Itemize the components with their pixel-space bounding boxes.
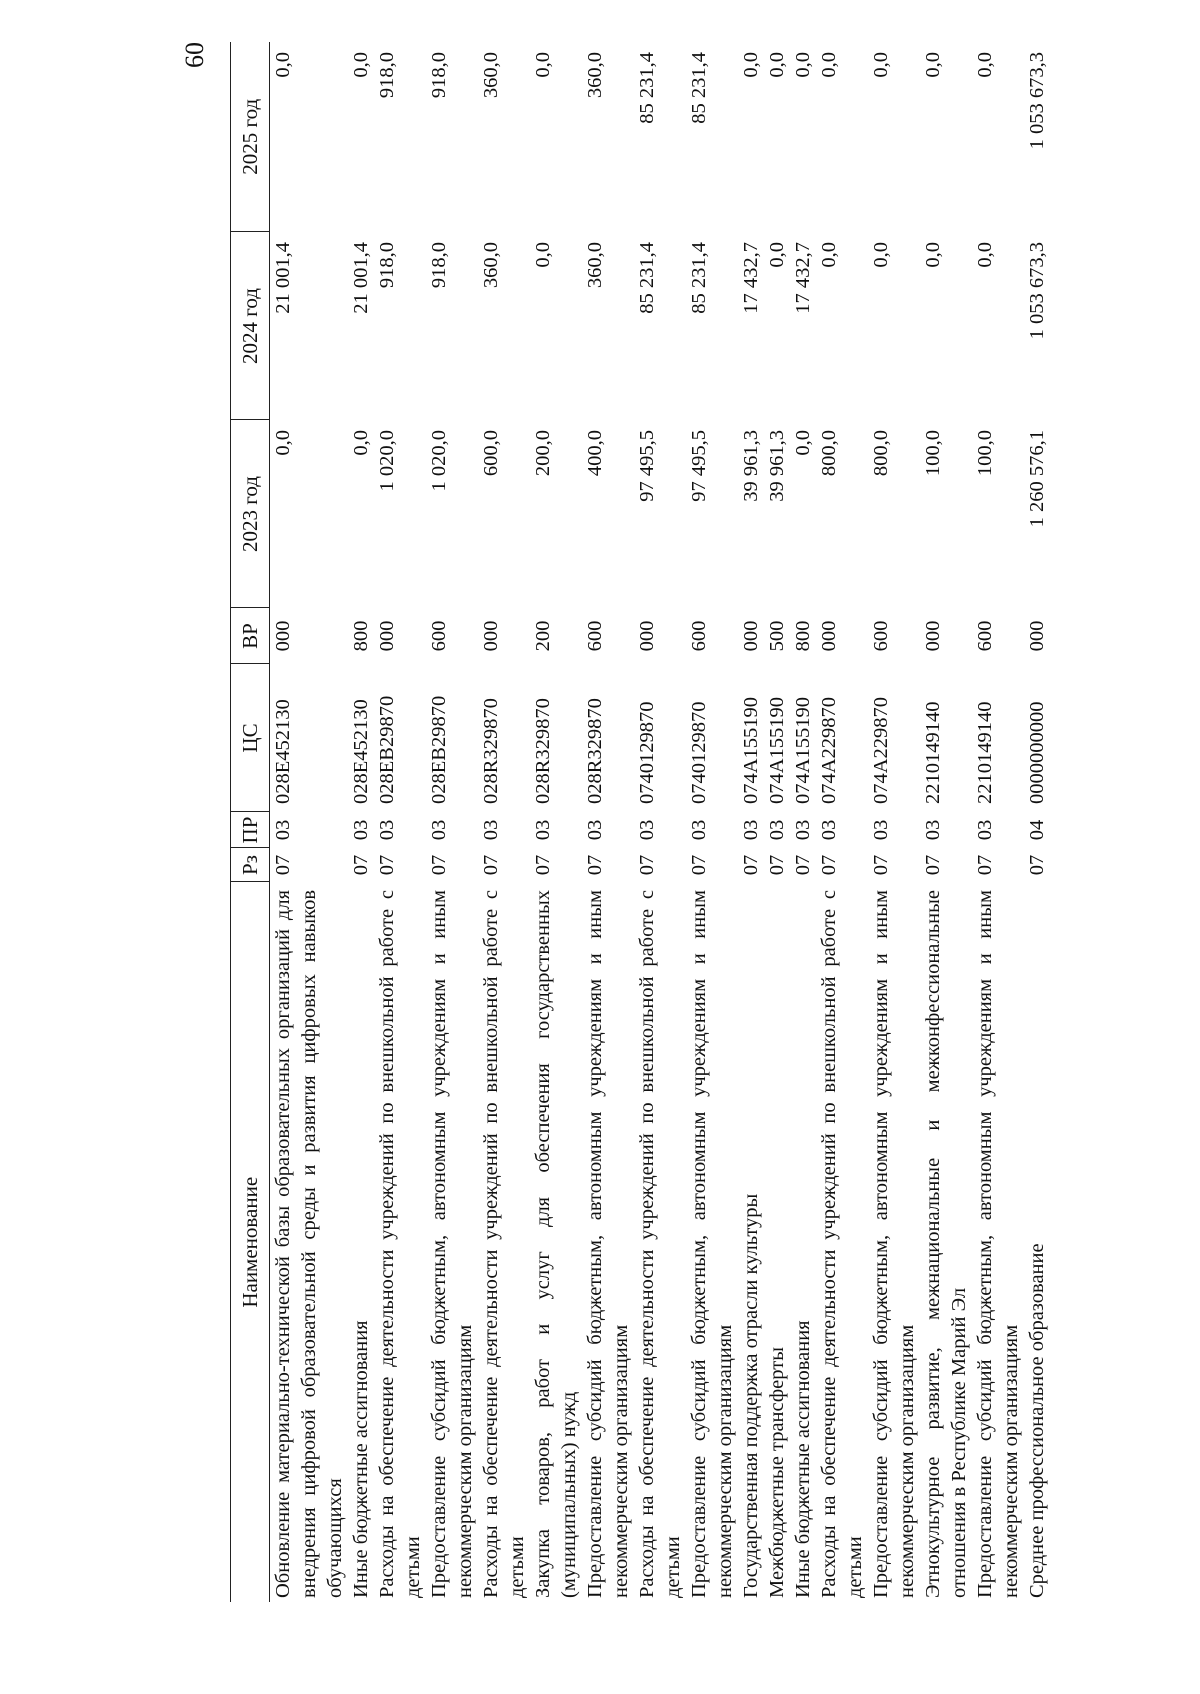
row-rz: 07 — [818, 854, 840, 876]
row-value-2024: 918,0 — [428, 242, 450, 289]
row-rz: 07 — [688, 854, 710, 876]
header-rz: Рз — [231, 848, 270, 882]
row-value-2025: 0,0 — [922, 52, 944, 78]
row-vr: 000 — [480, 620, 502, 652]
row-name: Межбюджетные трансферты — [766, 1347, 788, 1598]
table-row — [478, 42, 530, 1602]
row-name: Предоставление субсидий бюджетным, автономным учреждениям и иным некоммерческим организациям — [688, 890, 736, 1598]
row-vr: 000 — [1026, 620, 1048, 652]
row-value-2025: 0,0 — [792, 52, 814, 78]
row-rz: 07 — [272, 854, 294, 876]
header-pr: ПР — [231, 812, 270, 848]
row-pr: 03 — [376, 819, 398, 841]
row-value-2024: 360,0 — [480, 242, 502, 289]
row-name: Обновление материально-технической базы образовательных организаций для внедрения цифровой образовательной среды и развития цифровых навыков обучающихся — [272, 890, 346, 1598]
row-pr: 03 — [740, 819, 762, 841]
row-rz: 07 — [792, 854, 814, 876]
row-vr: 200 — [532, 620, 554, 652]
table-row — [764, 42, 790, 1602]
row-vr: 000 — [740, 620, 762, 652]
row-value-2023: 1 020,0 — [428, 430, 450, 492]
row-pr: 03 — [584, 819, 606, 841]
row-cs: 074A155190 — [766, 696, 788, 804]
row-vr: 800 — [792, 620, 814, 652]
row-rz: 07 — [974, 854, 996, 876]
row-vr: 600 — [584, 620, 606, 652]
row-rz: 07 — [1026, 854, 1048, 876]
row-name: Государственная поддержка отрасли культуры — [740, 1193, 762, 1598]
row-cs: 0740129870 — [688, 701, 710, 804]
table-row — [790, 42, 816, 1602]
row-name: Расходы на обеспечение деятельности учреждений по внешкольной работе с детьми — [480, 890, 528, 1598]
row-vr: 500 — [766, 620, 788, 652]
row-rz: 07 — [636, 854, 658, 876]
row-value-2024: 17 432,7 — [792, 242, 814, 314]
row-vr: 800 — [350, 620, 372, 652]
row-pr: 03 — [272, 819, 294, 841]
row-vr: 600 — [974, 620, 996, 652]
row-name: Предоставление субсидий бюджетным, автономным учреждениям и иным некоммерческим организациям — [870, 890, 918, 1598]
row-cs: 074A229870 — [870, 696, 892, 804]
row-rz: 07 — [870, 854, 892, 876]
row-cs: 074A155190 — [792, 696, 814, 804]
rotated-page — [180, 42, 1180, 1602]
row-value-2023: 0,0 — [272, 430, 294, 456]
table-row — [348, 42, 374, 1602]
row-name: Расходы на обеспечение деятельности учреждений по внешкольной работе с детьми — [376, 890, 424, 1598]
row-cs: 2210149140 — [922, 701, 944, 804]
row-pr: 03 — [350, 819, 372, 841]
header-2024: 2024 год — [231, 232, 270, 420]
table-row — [972, 42, 1024, 1602]
row-value-2025: 0,0 — [350, 52, 372, 78]
row-value-2023: 0,0 — [792, 430, 814, 456]
table-row — [634, 42, 686, 1602]
table-row — [738, 42, 764, 1602]
header-name: Наименование — [231, 882, 270, 1602]
row-value-2024: 0,0 — [532, 242, 554, 268]
row-name: Расходы на обеспечение деятельности учреждений по внешкольной работе с детьми — [636, 890, 684, 1598]
row-cs: 074A155190 — [740, 696, 762, 804]
row-cs: 0000000000 — [1026, 701, 1048, 804]
budget-table — [230, 42, 1054, 1602]
row-value-2023: 100,0 — [974, 430, 996, 477]
row-cs: 028R329870 — [584, 698, 606, 804]
row-pr: 03 — [532, 819, 554, 841]
row-value-2024: 918,0 — [376, 242, 398, 289]
row-value-2024: 21 001,4 — [272, 242, 294, 314]
table-row — [1024, 42, 1054, 1602]
table-header-row — [231, 42, 270, 1602]
row-value-2025: 0,0 — [870, 52, 892, 78]
row-cs: 028E452130 — [272, 699, 294, 804]
table-row — [270, 42, 349, 1602]
row-value-2024: 360,0 — [584, 242, 606, 289]
row-vr: 000 — [922, 620, 944, 652]
row-rz: 07 — [740, 854, 762, 876]
row-cs: 028E452130 — [350, 699, 372, 804]
row-pr: 03 — [480, 819, 502, 841]
row-pr: 03 — [922, 819, 944, 841]
row-value-2023: 97 495,5 — [636, 430, 658, 502]
row-rz: 07 — [584, 854, 606, 876]
row-value-2025: 85 231,4 — [688, 52, 710, 124]
row-value-2024: 85 231,4 — [636, 242, 658, 314]
table-row — [426, 42, 478, 1602]
row-vr: 000 — [272, 620, 294, 652]
row-pr: 03 — [636, 819, 658, 841]
row-name: Этнокультурное развитие, межнациональные и межконфессиональные отношения в Республике Марий Эл — [922, 890, 970, 1598]
row-cs: 028R329870 — [480, 698, 502, 804]
row-rz: 07 — [922, 854, 944, 876]
table-row — [686, 42, 738, 1602]
row-value-2025: 0,0 — [818, 52, 840, 78]
table-row — [816, 42, 868, 1602]
table-row — [374, 42, 426, 1602]
row-vr: 000 — [376, 620, 398, 652]
row-value-2025: 0,0 — [974, 52, 996, 78]
row-value-2023: 97 495,5 — [688, 430, 710, 502]
row-value-2025: 1 053 673,3 — [1026, 52, 1048, 150]
table-row — [920, 42, 972, 1602]
row-rz: 07 — [428, 854, 450, 876]
row-value-2024: 1 053 673,3 — [1026, 242, 1048, 340]
row-value-2024: 0,0 — [818, 242, 840, 268]
row-value-2023: 200,0 — [532, 430, 554, 477]
row-vr: 000 — [636, 620, 658, 652]
row-value-2023: 39 961,3 — [766, 430, 788, 502]
row-value-2023: 400,0 — [584, 430, 606, 477]
row-value-2025: 0,0 — [532, 52, 554, 78]
header-2023: 2023 год — [231, 420, 270, 608]
row-value-2025: 360,0 — [480, 52, 502, 99]
row-name: Иные бюджетные ассигнования — [350, 1320, 372, 1598]
row-value-2025: 918,0 — [428, 52, 450, 99]
row-name: Расходы на обеспечение деятельности учреждений по внешкольной работе с детьми — [818, 890, 866, 1598]
table-row — [530, 42, 582, 1602]
header-cs: ЦС — [231, 664, 270, 812]
row-pr: 03 — [428, 819, 450, 841]
row-name: Предоставление субсидий бюджетным, автономным учреждениям и иным некоммерческим организациям — [428, 890, 476, 1598]
row-value-2024: 21 001,4 — [350, 242, 372, 314]
row-name: Предоставление субсидий бюджетным, автономным учреждениям и иным некоммерческим организациям — [584, 890, 632, 1598]
row-value-2024: 0,0 — [870, 242, 892, 268]
row-value-2023: 39 961,3 — [740, 430, 762, 502]
row-rz: 07 — [350, 854, 372, 876]
header-2025: 2025 год — [231, 42, 270, 232]
row-value-2025: 85 231,4 — [636, 52, 658, 124]
row-name: Среднее профессиональное образование — [1026, 1243, 1048, 1598]
row-pr: 03 — [792, 819, 814, 841]
row-cs: 0740129870 — [636, 701, 658, 804]
row-value-2025: 0,0 — [272, 52, 294, 78]
row-cs: 2210149140 — [974, 701, 996, 804]
row-value-2023: 0,0 — [350, 430, 372, 456]
row-pr: 03 — [818, 819, 840, 841]
row-value-2023: 800,0 — [818, 430, 840, 477]
row-value-2024: 0,0 — [974, 242, 996, 268]
row-cs: 028EB29870 — [428, 695, 450, 804]
row-value-2023: 1 260 576,1 — [1026, 430, 1048, 528]
row-value-2025: 918,0 — [376, 52, 398, 99]
row-value-2025: 0,0 — [740, 52, 762, 78]
row-value-2023: 600,0 — [480, 430, 502, 477]
row-value-2025: 0,0 — [766, 52, 788, 78]
row-pr: 03 — [870, 819, 892, 841]
row-name: Закупка товаров, работ и услуг для обеспечения государственных (муниципальных) нужд — [532, 890, 580, 1598]
row-pr: 03 — [974, 819, 996, 841]
row-cs: 074A229870 — [818, 696, 840, 804]
row-value-2023: 100,0 — [922, 430, 944, 477]
row-vr: 000 — [818, 620, 840, 652]
row-vr: 600 — [428, 620, 450, 652]
table-row — [582, 42, 634, 1602]
page-number: 60 — [180, 42, 209, 68]
row-pr: 03 — [766, 819, 788, 841]
row-cs: 028EB29870 — [376, 695, 398, 804]
row-rz: 07 — [766, 854, 788, 876]
row-value-2023: 800,0 — [870, 430, 892, 477]
row-value-2025: 360,0 — [584, 52, 606, 99]
row-value-2024: 0,0 — [766, 242, 788, 268]
row-vr: 600 — [870, 620, 892, 652]
table-row — [868, 42, 920, 1602]
row-value-2024: 0,0 — [922, 242, 944, 268]
row-rz: 07 — [376, 854, 398, 876]
header-vr: ВР — [231, 608, 270, 664]
row-value-2024: 85 231,4 — [688, 242, 710, 314]
row-value-2023: 1 020,0 — [376, 430, 398, 492]
row-pr: 04 — [1026, 819, 1048, 841]
row-name: Иные бюджетные ассигнования — [792, 1320, 814, 1598]
row-value-2024: 17 432,7 — [740, 242, 762, 314]
row-cs: 028R329870 — [532, 698, 554, 804]
row-pr: 03 — [688, 819, 710, 841]
row-name: Предоставление субсидий бюджетным, автономным учреждениям и иным некоммерческим организациям — [974, 890, 1022, 1598]
row-rz: 07 — [480, 854, 502, 876]
row-rz: 07 — [532, 854, 554, 876]
row-vr: 600 — [688, 620, 710, 652]
